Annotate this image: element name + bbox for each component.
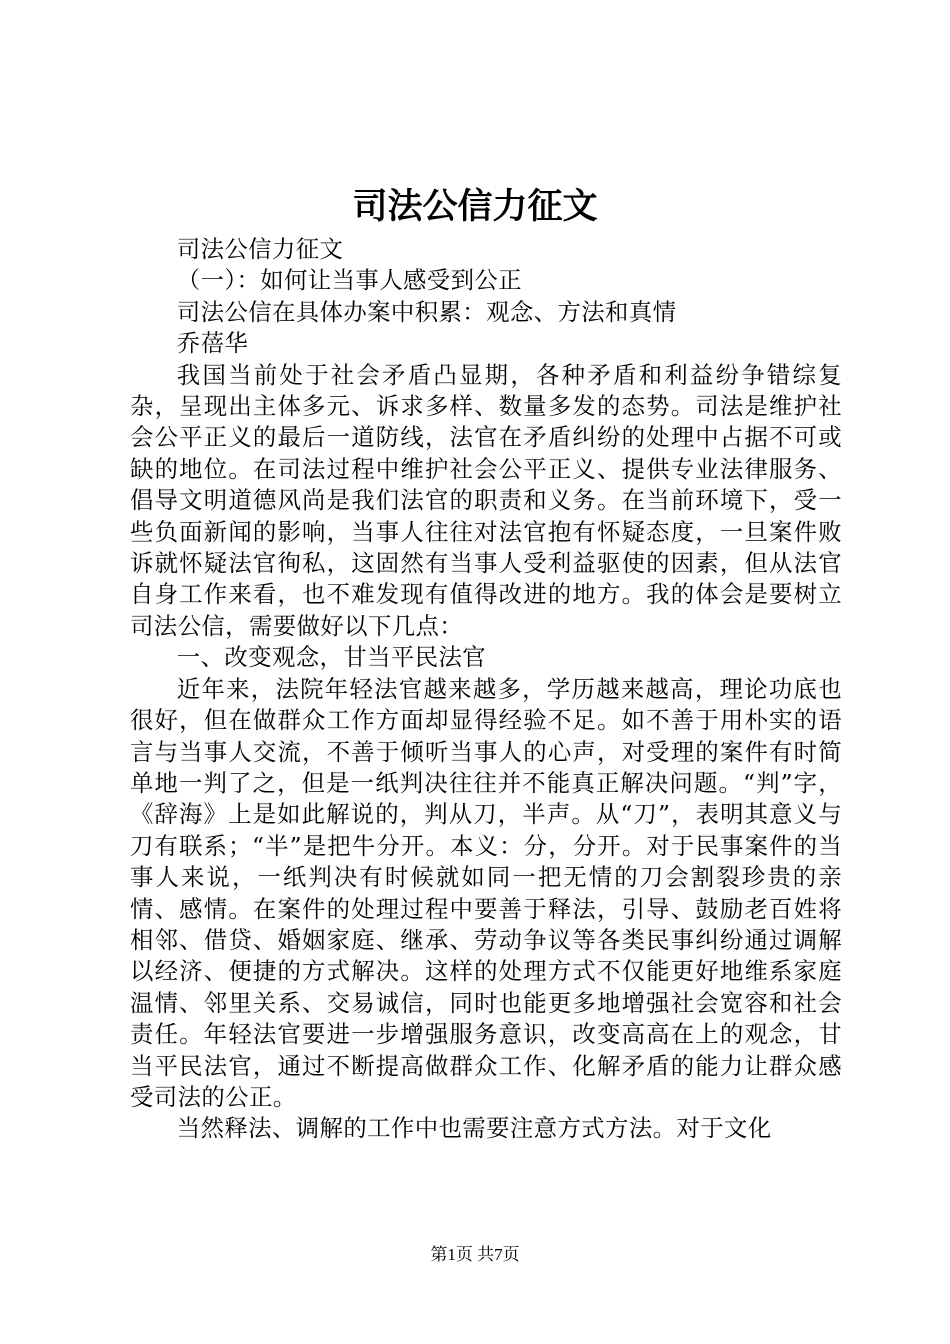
- section-heading: （一）：如何让当事人感受到公正: [176, 266, 522, 295]
- article-heading: 司法公信在具体办案中积累：观念、方法和真情: [176, 297, 677, 326]
- body-paragraph: 当然释法、调解的工作中也需要注意方式方法。对于文化: [176, 1114, 772, 1143]
- body-paragraph: 我国当前处于社会矛盾凸显期，各种矛盾和利益纷争错综复杂，呈现出主体多元、诉求多样、数量多发的态势。司法是维护社会公平正义的最后一道防线，法官在矛盾纠纷的处理中占据不可或缺的地位。在司法过程中维护社会公平正义、提供专业法律服务、倡导文明道德风尚是我们法官的职责和义务。在当前环境下，受一些负面新闻的影响，当事人往往对法官抱有怀疑态度，一旦案件败诉就怀疑法官徇私，这固然有当事人受利益驱使的因素，但从法官自身工作来看，也不难发现有值得改进的地方。我的体会是要树立司法公信，需要做好以下几点：: [130, 360, 842, 640]
- section-heading: 一、改变观念，甘当平民法官: [176, 643, 487, 672]
- body-paragraph: 近年来，法院年轻法官越来越多，学历越来越高，理论功底也很好，但在做群众工作方面却显得经验不足。如不善于用朴实的语言与当事人交流，不善于倾听当事人的心声，对受理的案件有时简单地一判了之，但是一纸判决往往并不能真正解决问题。“判”字，《辞海》上是如此解说的，判从刀，半声。从“刀”，表明其意义与刀有联系；“半”是把牛分开。本义：分，分开。对于民事案件的当事人来说，一纸判决有时候就如同一把无情的刀会割裂珍贵的亲情、感情。在案件的处理过程中要善于释法，引导、鼓励老百姓将相邻、借贷、婚姻家庭、继承、劳动争议等各类民事纠纷通过调解以经济、便捷的方式解决。这样的处理方式不仅能更好地维系家庭温情、邻里关系、交易诚信，同时也能更多地增强社会宽容和社会责任。年轻法官要进一步增强服务意识，改变高高在上的观念，甘当平民法官，通过不断提高做群众工作、化解矛盾的能力让群众感受司法的公正。: [130, 674, 842, 1111]
- subtitle-paragraph: 司法公信力征文: [176, 235, 344, 263]
- page-footer: 第1页 共7页: [430, 1245, 520, 1264]
- document-title: 司法公信力征文: [352, 186, 598, 227]
- document-body: [130, 234, 842, 1145]
- author-name: 乔蓓华: [176, 329, 249, 358]
